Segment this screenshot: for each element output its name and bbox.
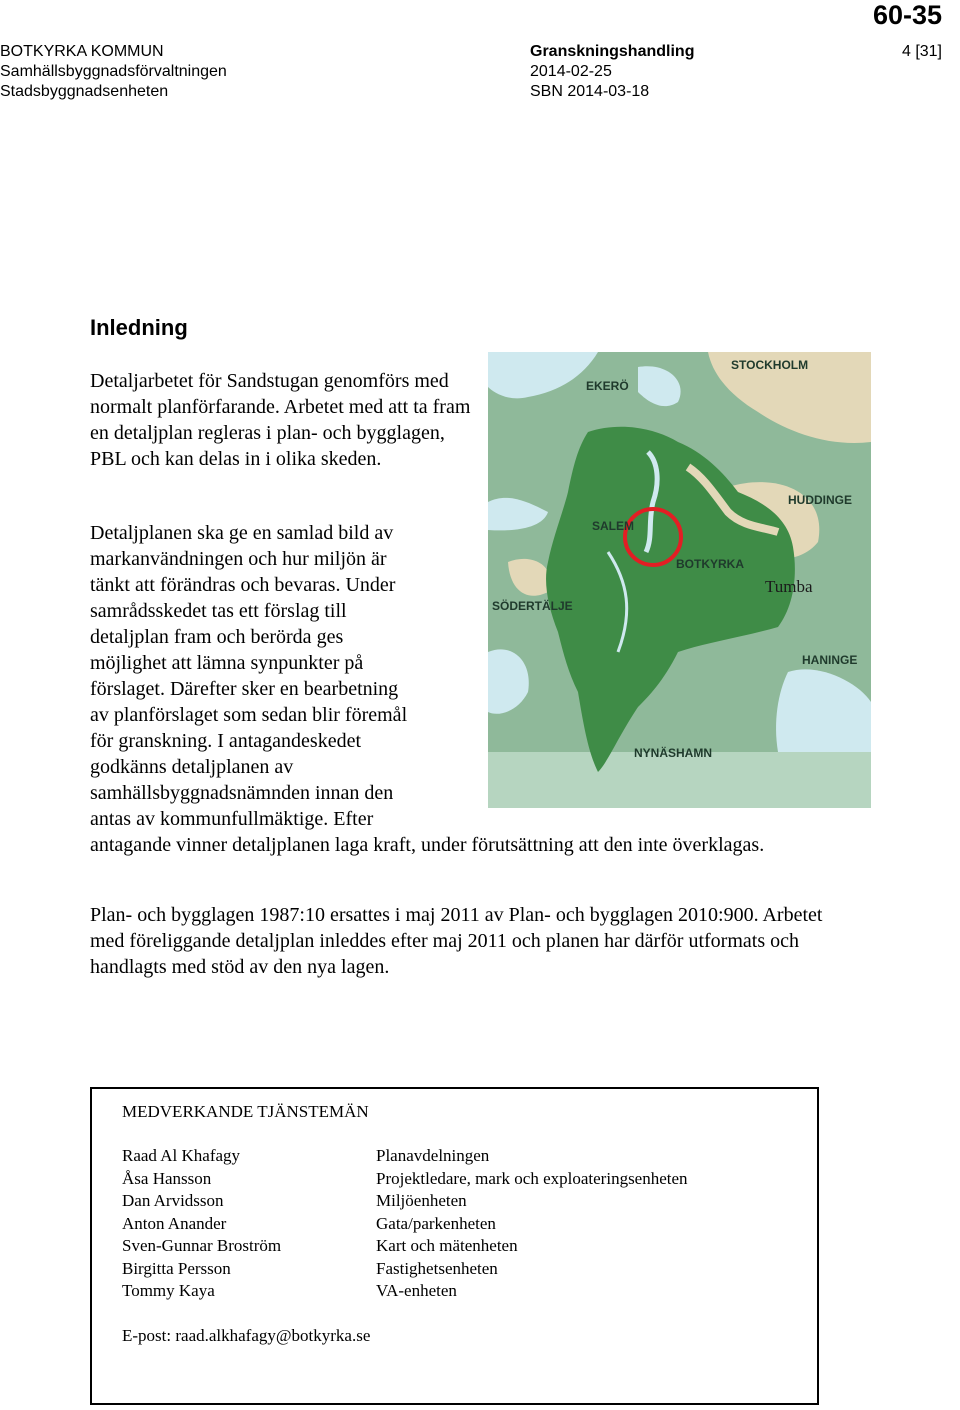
map-label-salem: SALEM <box>592 519 634 533</box>
board-date: SBN 2014-03-18 <box>530 83 650 100</box>
map-label-sodertalje: SÖDERTÄLJE <box>492 599 573 613</box>
staff-name: Tommy Kaya <box>122 1281 215 1300</box>
paragraph-line: godkänns detaljplanen av <box>90 756 294 778</box>
location-map <box>488 352 871 808</box>
staff-department: Planavdelningen <box>376 1146 490 1165</box>
paragraph-2-tail: antagande vinner detaljplanen laga kraft, under förutsättning att den inte överklagas. <box>90 834 765 856</box>
header-right <box>902 42 942 62</box>
paragraph-line: detaljplan fram och berörda ges <box>90 626 344 648</box>
intro-paragraph-3: Plan- och bygglagen 1987:10 ersattes i maj 2011 av Plan- och bygglagen 2010:900. Arbetet med föreliggande detaljplan inleddes efter maj 2011 och planen har därför utformats och handlagts med stöd av den nya lagen. <box>90 904 823 978</box>
staff-title: MEDVERKANDE TJÄNSTEMÄN <box>122 1102 369 1121</box>
sea-shape <box>488 752 871 808</box>
paragraph-2-wrapped <box>90 520 470 832</box>
department-name: Samhällsbyggnadsförvaltningen <box>0 63 227 80</box>
staff-name: Åsa Hansson <box>122 1168 212 1188</box>
staff-name: Dan Arvidsson <box>122 1191 224 1210</box>
paragraph-line: möjlighet att lämna synpunkter på <box>90 652 364 674</box>
paragraph-line: samhällsbyggnadsnämnden innan den <box>90 782 394 804</box>
staff-department: Miljöenheten <box>376 1191 467 1210</box>
map-label-stockholm: STOCKHOLM <box>731 358 809 372</box>
staff-department: Kart och mätenheten <box>376 1236 518 1255</box>
paragraph-line: antas av kommunfullmäktige. Efter <box>90 808 374 830</box>
paragraph-line: markanvändningen och hur miljön är <box>90 548 387 570</box>
document-number: 60-35 <box>872 0 942 30</box>
staff-department: Gata/parkenheten <box>376 1213 496 1233</box>
paragraph-line: av planförslaget som sedan blir föremål <box>90 704 408 726</box>
map-label-nynashamn: NYNÄSHAMN <box>634 746 712 760</box>
map-label-haninge: HANINGE <box>802 653 858 667</box>
org-name: BOTKYRKA KOMMUN <box>0 43 164 60</box>
staff-name: Sven-Gunnar Broström <box>122 1236 282 1255</box>
paragraph-line: förslaget. Därefter sker en bearbetning <box>90 678 399 700</box>
staff-names-column <box>122 1145 281 1303</box>
staff-department: Fastighetsenheten <box>376 1258 498 1278</box>
map-label-ekero: EKERÖ <box>586 379 629 393</box>
staff-departments-column <box>376 1145 688 1303</box>
paragraph-line: samrådsskedet tas ett förslag till <box>90 600 347 622</box>
unit-name: Stadsbyggnadsenheten <box>0 83 169 100</box>
staff-email[interactable]: E-post: raad.alkhafagy@botkyrka.se <box>122 1326 371 1345</box>
paragraph-line: Detaljplanen ska ge en samlad bild av <box>90 522 394 544</box>
staff-box <box>90 1087 819 1405</box>
header-left <box>0 42 227 102</box>
intro-paragraph-1: Detaljarbetet för Sandstugan genomförs med normalt planförfarande. Arbetet med att ta fram en detaljplan regleras i plan- och bygglagen, PBL och kan delas in i olika skeden. <box>90 370 471 470</box>
staff-name: Raad Al Khafagy <box>122 1146 241 1165</box>
document-status: Granskningshandling <box>530 43 695 60</box>
map-label-tumba: Tumba <box>765 577 813 596</box>
section-heading: Inledning <box>90 315 188 340</box>
header-middle <box>530 42 694 102</box>
page-number: 4 [31] <box>901 43 942 60</box>
staff-name: Birgitta Persson <box>122 1258 231 1278</box>
map-label-huddinge: HUDDINGE <box>788 493 853 507</box>
staff-department: VA-enheten <box>376 1281 457 1300</box>
document-date: 2014-02-25 <box>530 63 612 80</box>
staff-department: Projektledare, mark och exploateringsenheten <box>376 1168 688 1188</box>
staff-name: Anton Anander <box>122 1213 227 1233</box>
map-label-botkyrka: BOTKYRKA <box>676 557 744 571</box>
paragraph-line: tänkt att förändras och bevaras. Under <box>90 574 396 596</box>
paragraph-line: för granskning. I antagandeskedet <box>90 730 362 752</box>
